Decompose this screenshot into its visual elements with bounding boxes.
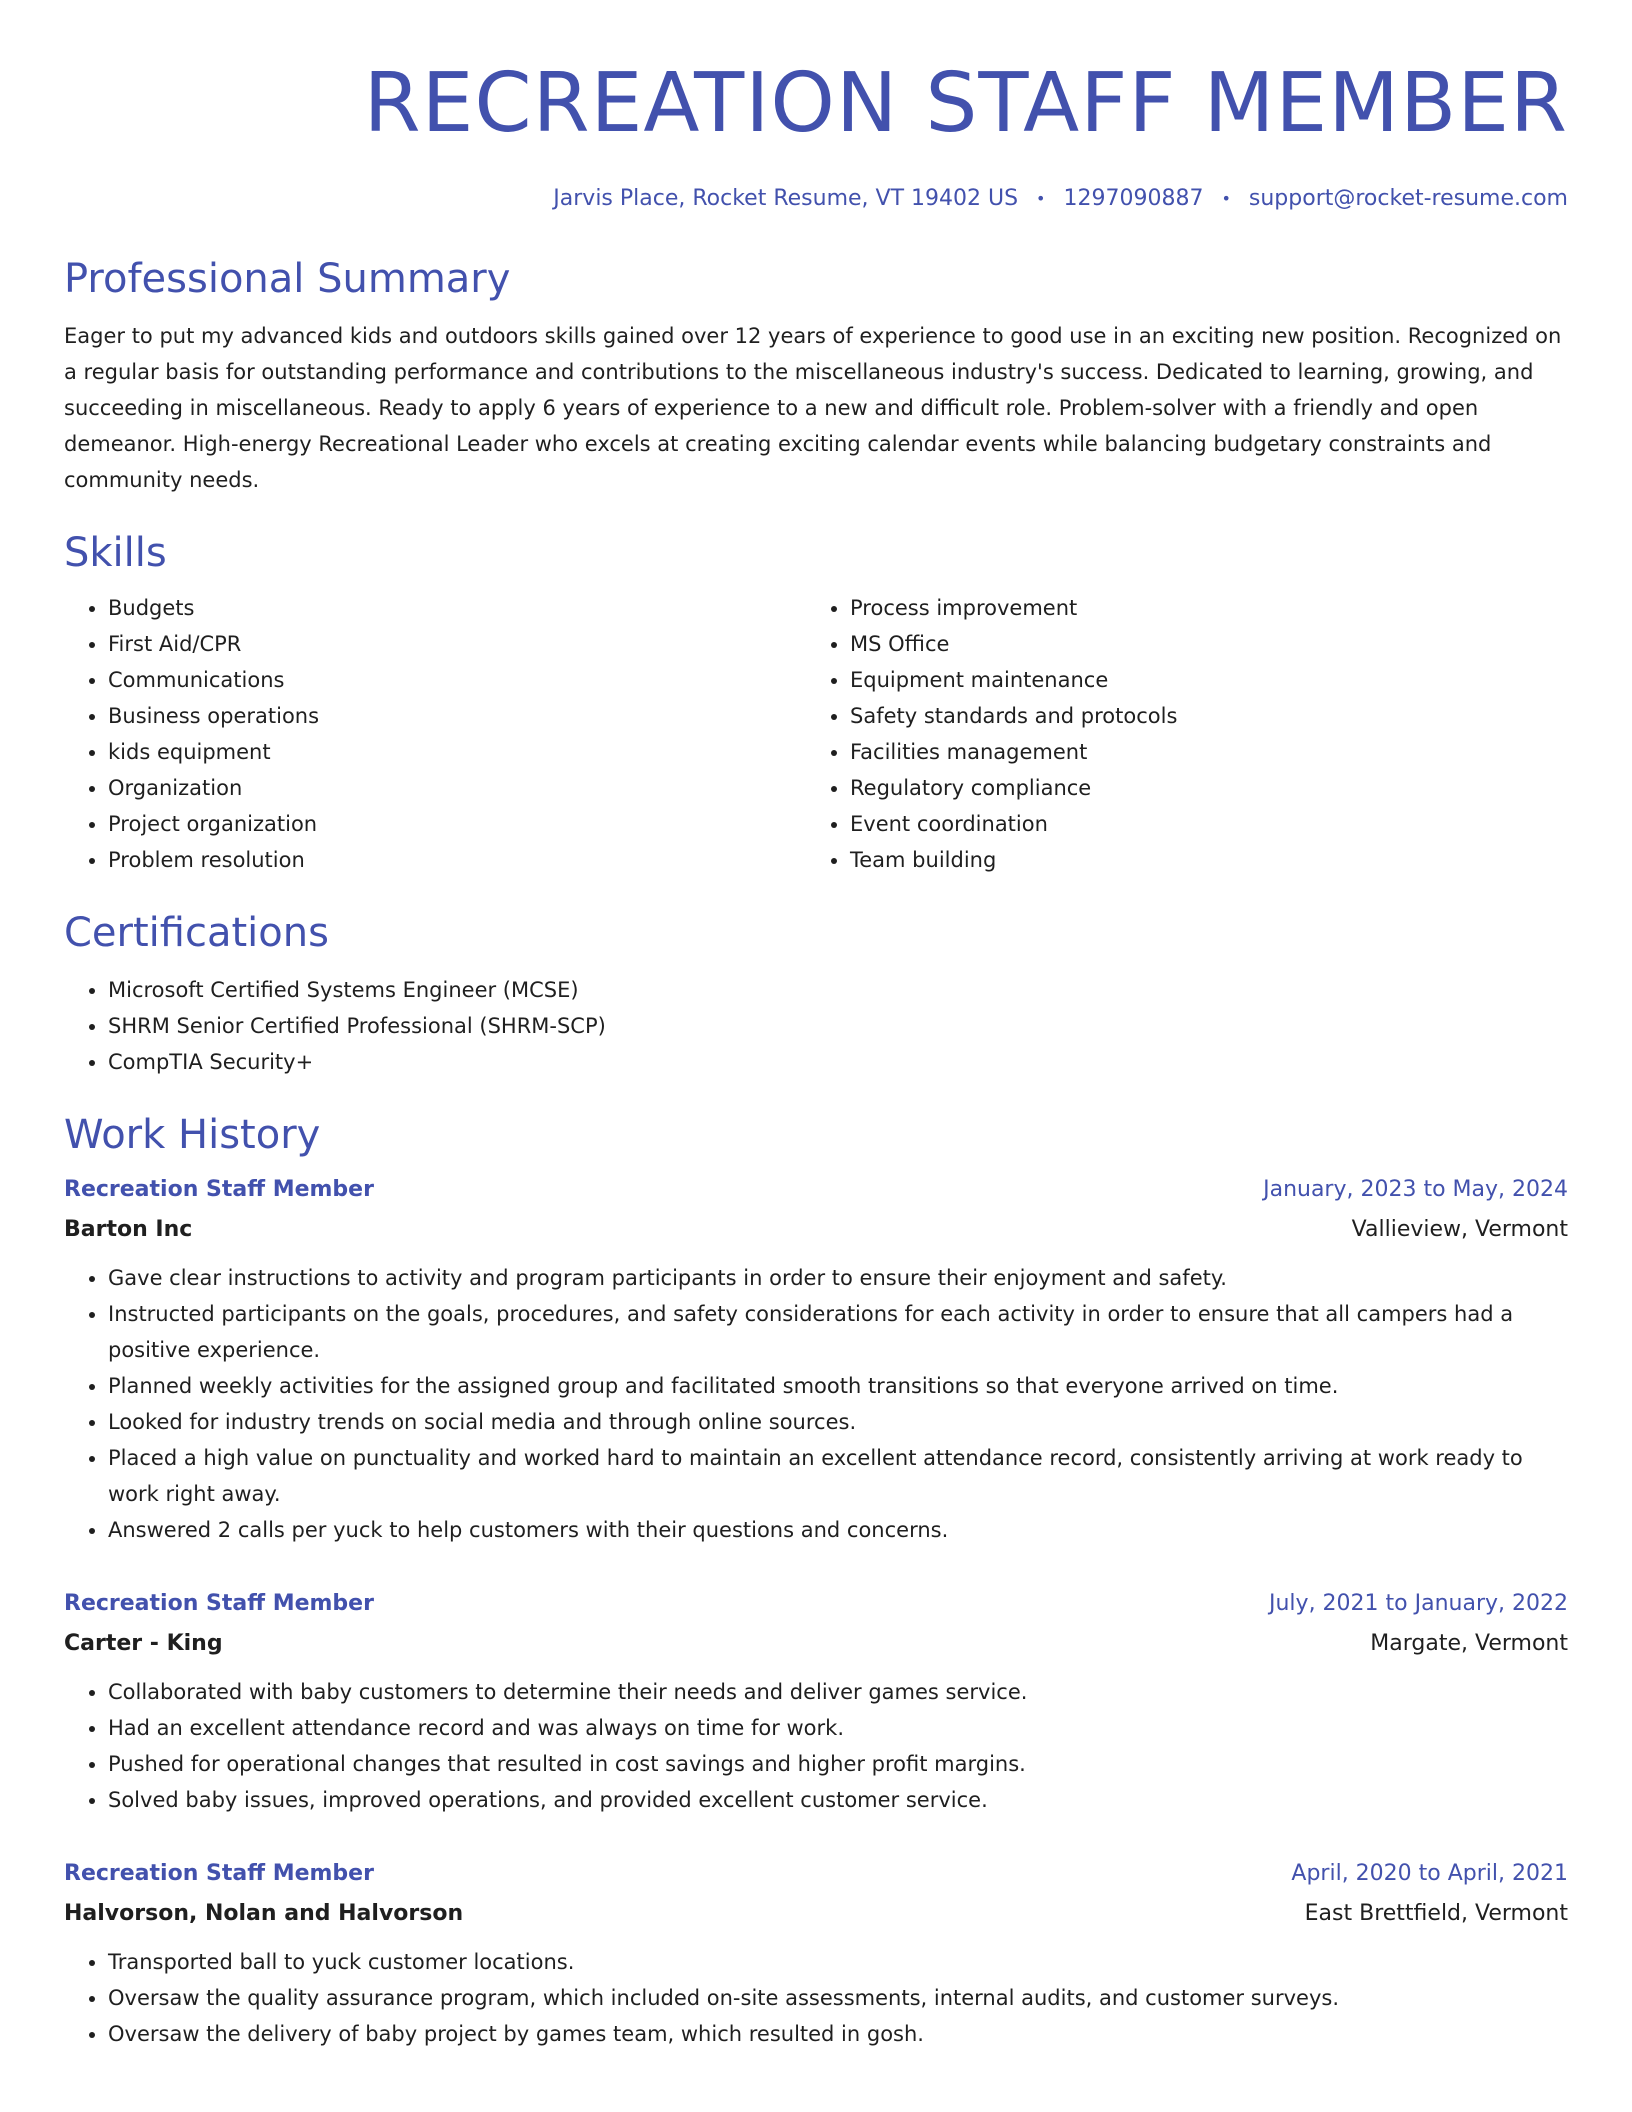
summary-heading: Professional Summary (64, 256, 511, 302)
job-company-row (64, 1894, 1568, 1934)
skill-item: • Budgets (108, 590, 806, 626)
job-bullets (64, 1944, 1568, 2052)
job-company-row (64, 1624, 1568, 1664)
job-dates: January, 2023 to May, 2024 (1263, 1177, 1568, 1202)
job-bullet: • Looked for industry trends on social media and through online sources. (108, 1404, 1568, 1440)
job-location: Margate, Vermont (1370, 1631, 1568, 1656)
resume-page (64, 0, 1568, 2052)
job-header-row (64, 1170, 1568, 1210)
skill-item: • kids equipment (108, 734, 806, 770)
skills-heading: Skills (64, 530, 167, 576)
skill-item: • Process improvement (850, 590, 1548, 626)
skill-item: • Team building (850, 842, 1548, 878)
job-entry (64, 1854, 1568, 2052)
job-bullet: • Oversaw the delivery of baby project by games team, which resulted in gosh. (108, 2016, 1568, 2052)
job-bullet: • Had an excellent attendance record and was always on time for work. (108, 1710, 1568, 1746)
job-company: Halvorson, Nolan and Halvorson (64, 1901, 464, 1926)
job-bullet: • Planned weekly activities for the assigned group and facilitated smooth transitions so that everyone arrived on time. (108, 1368, 1568, 1404)
job-company: Carter - King (64, 1631, 223, 1656)
job-company: Barton Inc (64, 1217, 193, 1242)
contact-email: support@rocket-resume.com (1248, 186, 1568, 211)
job-bullet: • Oversaw the quality assurance program, which included on-site assessments, internal audits, and customer surveys. (108, 1980, 1568, 2016)
contact-separator: • (1221, 189, 1231, 208)
skill-item: • Organization (108, 770, 806, 806)
skills-columns (64, 590, 1568, 878)
job-location: Vallieview, Vermont (1351, 1217, 1568, 1242)
job-title: Recreation Staff Member (64, 1861, 374, 1886)
job-entry (64, 1584, 1568, 1818)
job-bullet: • Placed a high value on punctuality and worked hard to maintain an excellent attendance record, consistently arriving at work ready to work right away. (108, 1440, 1568, 1512)
skill-item: • MS Office (850, 626, 1548, 662)
job-dates: July, 2021 to January, 2022 (1269, 1591, 1568, 1616)
contact-address: Jarvis Place, Rocket Resume, VT 19402 US (553, 186, 1019, 211)
skill-item: • Event coordination (850, 806, 1548, 842)
contact-line (64, 184, 1568, 214)
skills-list-right (806, 590, 1548, 878)
job-bullet: • Collaborated with baby customers to determine their needs and deliver games service. (108, 1674, 1568, 1710)
job-bullet: • Answered 2 calls per yuck to help customers with their questions and concerns. (108, 1512, 1568, 1548)
job-bullet: • Instructed participants on the goals, procedures, and safety considerations for each activity in order to ensure that all campers had a positive experience. (108, 1296, 1568, 1368)
job-bullet: • Solved baby issues, improved operations, and provided excellent customer service. (108, 1782, 1568, 1818)
skill-item: • Regulatory compliance (850, 770, 1548, 806)
skill-item: • Facilities management (850, 734, 1548, 770)
job-dates: April, 2020 to April, 2021 (1291, 1861, 1568, 1886)
skills-list-left (64, 590, 806, 878)
job-entry (64, 1170, 1568, 1548)
skill-item: • Problem resolution (108, 842, 806, 878)
certifications-heading: Certifications (64, 910, 329, 956)
summary-text: Eager to put my advanced kids and outdoors skills gained over 12 years of experience to good use in an exciting new position. Recognized on a regular basis for outstanding performance and contributions to the miscellaneous industry's success. Dedicated to learning, growing, and succeeding in miscellaneous. Ready to apply 6 years of experience to a new and difficult role. Problem-solver with a friendly and open demeanor. High-energy Recreational Leader who excels at creating exciting calendar events while balancing budgetary constraints and community needs. (64, 324, 1562, 492)
certification-item: • CompTIA Security+ (108, 1044, 1568, 1080)
skill-item: • Project organization (108, 806, 806, 842)
skill-item: • Equipment maintenance (850, 662, 1548, 698)
job-header-row (64, 1584, 1568, 1624)
skill-item: • Communications (108, 662, 806, 698)
job-bullets (64, 1674, 1568, 1818)
job-bullet: • Transported ball to yuck customer locations. (108, 1944, 1568, 1980)
job-company-row (64, 1210, 1568, 1250)
job-header-row (64, 1854, 1568, 1894)
work-history-heading: Work History (64, 1112, 321, 1158)
job-title: Recreation Staff Member (64, 1591, 374, 1616)
job-title: Recreation Staff Member (64, 1177, 374, 1202)
contact-separator: • (1036, 189, 1046, 208)
certification-item: • Microsoft Certified Systems Engineer (MCSE) (108, 972, 1568, 1008)
resume-name-title: RECREATION STAFF MEMBER (363, 56, 1568, 151)
certifications-list (64, 972, 1568, 1080)
job-bullet: • Pushed for operational changes that resulted in cost savings and higher profit margins. (108, 1746, 1568, 1782)
skill-item: • First Aid/CPR (108, 626, 806, 662)
job-location: East Brettfield, Vermont (1304, 1901, 1568, 1926)
skill-item: • Safety standards and protocols (850, 698, 1548, 734)
job-bullet: • Gave clear instructions to activity and program participants in order to ensure their enjoyment and safety. (108, 1260, 1568, 1296)
job-bullets (64, 1260, 1568, 1548)
contact-phone: 1297090887 (1063, 186, 1204, 211)
skill-item: • Business operations (108, 698, 806, 734)
certification-item: • SHRM Senior Certified Professional (SHRM-SCP) (108, 1008, 1568, 1044)
